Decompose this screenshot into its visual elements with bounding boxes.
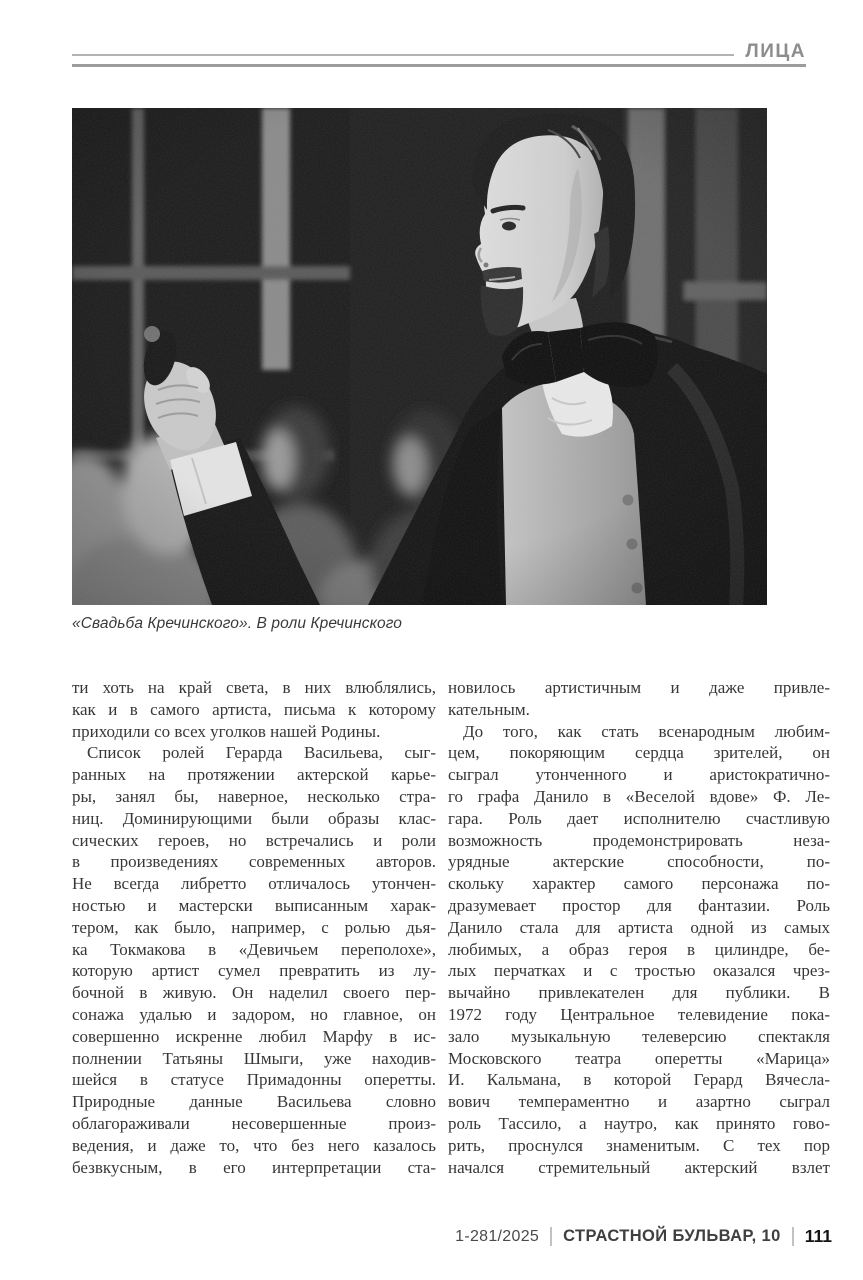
- page-footer: [455, 1226, 832, 1247]
- text-line: ка Токмакова в «Девичьем переполохе»,: [72, 939, 436, 959]
- text-line: новилось артистичным и даже привле-: [448, 678, 830, 697]
- text-line: дразумевает простор для фантазии. Роль: [448, 895, 830, 915]
- text-line: вычайно привлекателен для публики. В: [448, 983, 830, 1003]
- stage-photo: [72, 108, 767, 605]
- text-line: гара. Роль дает исполнителю счастливую: [448, 808, 830, 828]
- text-line: ти хоть на край света, в них влюблялись,: [72, 678, 436, 697]
- text-line: кательным.: [448, 699, 530, 719]
- photo-caption: «Свадьба Кречинского». В роли Кречинского: [72, 615, 403, 632]
- text-line: бочной в живую. Он наделил своего пер-: [72, 983, 436, 1003]
- text-line: начался стремительный актерский взлет: [448, 1157, 830, 1177]
- text-line: ранных на протяжении актерской карье-: [72, 765, 436, 785]
- stage-photo-illustration: [72, 108, 767, 605]
- text-line: До того, как стать всенародным любим-: [463, 721, 830, 741]
- text-line: ведения, и даже то, что без него казалось: [72, 1135, 436, 1155]
- article-column-right: [448, 677, 830, 1178]
- text-line: И. Кальмана, в которой Герард Вячесла-: [448, 1070, 830, 1090]
- magazine-title: СТРАСТНОЙ БУЛЬВАР, 10: [563, 1227, 781, 1245]
- text-line: роль Тассило, а наутро, как принято гово-: [448, 1113, 830, 1133]
- issue-number: 1-281/2025: [455, 1227, 540, 1245]
- text-line: ры, занял бы, наверное, несколько стра-: [72, 786, 436, 806]
- text-line: тером, как было, например, с ролью дья-: [72, 917, 436, 937]
- text-line: го графа Данило в «Веселой вдове» Ф. Ле-: [448, 786, 830, 806]
- text-line: которую артист сумел превратить из лу-: [72, 961, 436, 981]
- text-line: облагораживали несовершенные произ-: [72, 1113, 436, 1133]
- text-line: шейся в статусе Примадонны оперетты.: [72, 1070, 436, 1090]
- text-line: зало музыкальную телеверсию спектакля: [448, 1026, 830, 1046]
- footer-separator: [550, 1227, 552, 1246]
- text-line: любимых, а образ героя в цилиндре, бе-: [448, 939, 830, 959]
- text-line: в произведениях современных авторов.: [72, 852, 436, 872]
- text-line: лых перчатках и с тростью оказался чрез-: [448, 961, 830, 981]
- text-line: безвкусным, в его интерпретации ста-: [72, 1157, 436, 1177]
- header-rule-thick: [72, 64, 806, 67]
- header-rule-thin: [72, 54, 734, 56]
- text-line: совершенно искренне любил Марфу в ис-: [72, 1026, 436, 1046]
- page-number: 111: [804, 1226, 832, 1246]
- text-line: приходили со всех уголков нашей Родины.: [72, 721, 381, 741]
- text-line: урядные актерские способности, по-: [448, 852, 830, 872]
- text-line: Московского театра оперетты «Марица»: [448, 1048, 830, 1068]
- text-line: сонажа удалью и задором, но главное, он: [72, 1004, 436, 1024]
- text-line: ниц. Доминирующими были образы клас-: [72, 808, 436, 828]
- footer-separator: [792, 1227, 794, 1246]
- text-line: ностью и мастерски выписанным харак-: [72, 895, 436, 915]
- text-line: вович темпераментно и азартно сыграл: [448, 1092, 830, 1112]
- text-line: возможность продемонстрировать неза-: [448, 830, 830, 850]
- text-line: как и в самого артиста, письма к которому: [72, 699, 436, 719]
- text-line: 1972 году Центральное телевидение пока-: [448, 1004, 830, 1024]
- text-line: цем, покоряющим сердца зрителей, он: [448, 743, 830, 763]
- text-line: скольку характер самого персонажа по-: [448, 874, 830, 894]
- section-label: ЛИЦА: [745, 41, 806, 62]
- text-line: Природные данные Васильева словно: [72, 1092, 436, 1112]
- article-column-left: [72, 677, 436, 1178]
- text-line: сических героев, но встречались и роли: [72, 830, 436, 850]
- text-line: рить, проснулся знаменитым. С тех пор: [448, 1135, 830, 1155]
- text-line: Список ролей Герарда Васильева, сыг-: [87, 743, 436, 763]
- text-line: сыграл утонченного и аристократично-: [448, 765, 830, 785]
- text-line: Не всегда либретто отличалось утончен-: [72, 874, 436, 894]
- text-line: полнении Татьяны Шмыги, уже находив-: [72, 1048, 436, 1068]
- text-line: Данило стала для артиста одной из самых: [448, 917, 830, 937]
